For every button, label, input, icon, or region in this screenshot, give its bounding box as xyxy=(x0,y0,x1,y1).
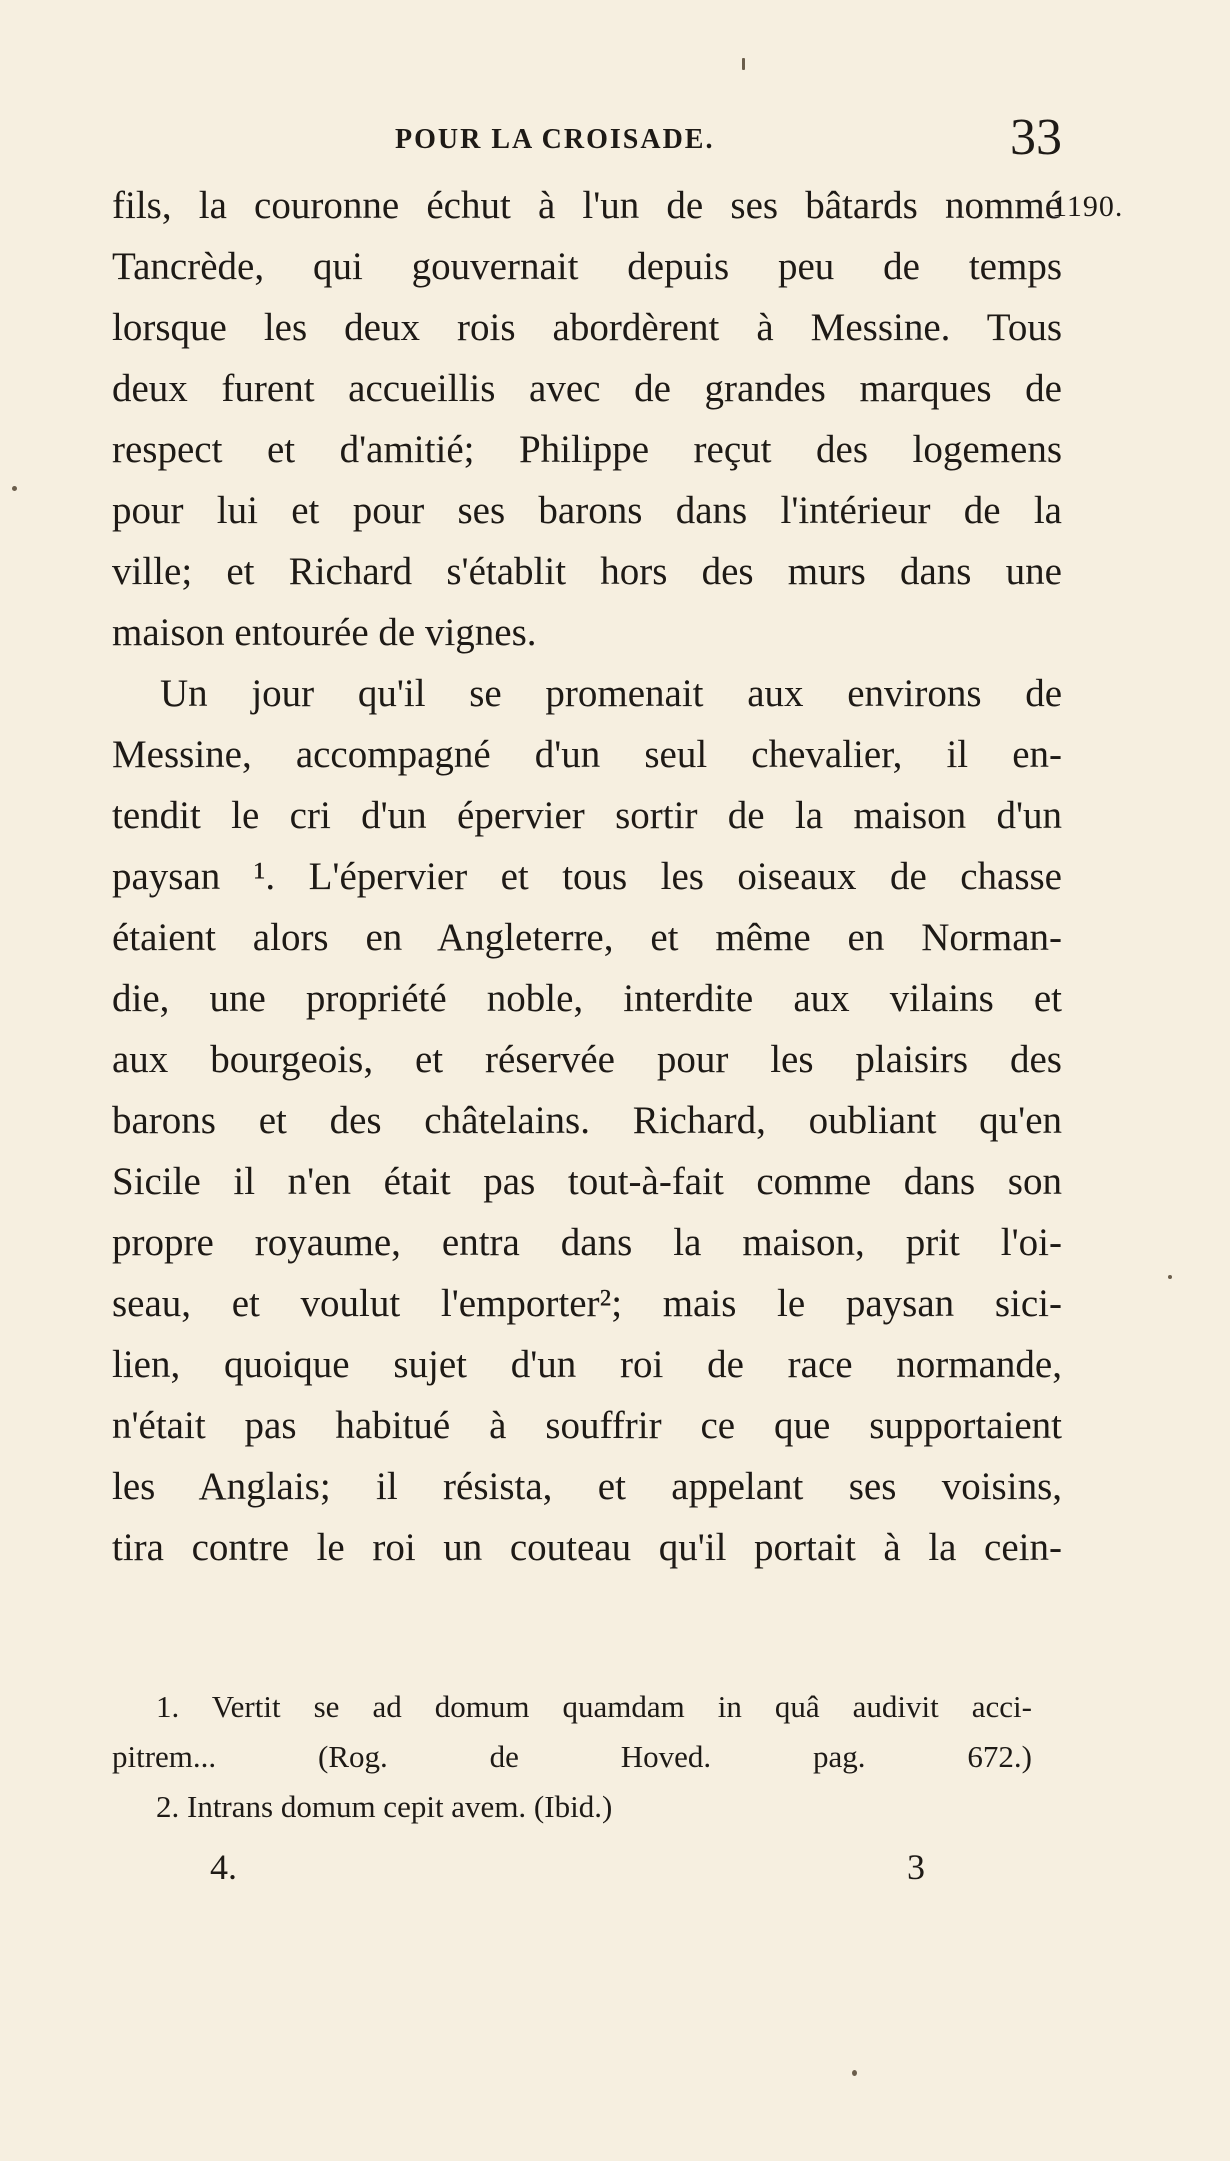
text-line: barons et des châtelains. Richard, oubliant qu'en xyxy=(112,1099,1062,1142)
text-line: Un jour qu'il se promenait aux environs de xyxy=(160,672,1062,715)
sheet-mark: 3 xyxy=(907,1847,925,1887)
text-line: propre royaume, entra dans la maison, prit l'oi- xyxy=(112,1221,1062,1264)
paper-speck xyxy=(742,58,745,70)
text-line: paysan ¹. L'épervier et tous les oiseaux de chasse xyxy=(112,855,1062,898)
footnote-line: 1. Vertit se ad domum quamdam in quâ audivit acci- xyxy=(156,1689,1032,1724)
page-header xyxy=(112,108,1062,178)
margin-date-note: 1190. xyxy=(1052,190,1124,223)
text-line: les Anglais; il résista, et appelant ses voisins, xyxy=(112,1465,1062,1508)
text-line: aux bourgeois, et réservée pour les plaisirs des xyxy=(112,1038,1062,1081)
text-line: tira contre le roi un couteau qu'il portait à la cein- xyxy=(112,1526,1062,1569)
text-line: seau, et voulut l'emporter²; mais le paysan sici- xyxy=(112,1282,1062,1325)
printer-signature xyxy=(112,1846,972,1906)
page-number: 33 xyxy=(1010,109,1062,166)
running-title: POUR LA CROISADE. xyxy=(395,124,715,155)
paper-speck xyxy=(1168,1275,1172,1279)
text-line: pour lui et pour ses barons dans l'intérieur de la xyxy=(112,489,1062,532)
paper-speck xyxy=(852,2070,857,2076)
footnotes xyxy=(112,1682,1032,1832)
text-line: tendit le cri d'un épervier sortir de la maison d'un xyxy=(112,794,1062,837)
text-line: Sicile il n'en était pas tout-à-fait comme dans son xyxy=(112,1160,1062,1203)
footnote-line: 2. Intrans domum cepit avem. (Ibid.) xyxy=(156,1789,613,1824)
footnote-line: pitrem... (Rog. de Hoved. pag. 672.) xyxy=(112,1739,1032,1774)
text-line: Messine, accompagné d'un seul chevalier, il en- xyxy=(112,733,1062,776)
text-line: fils, la couronne échut à l'un de ses bâtards nommé xyxy=(112,184,1062,227)
text-line: deux furent accueillis avec de grandes marques de xyxy=(112,367,1062,410)
volume-mark: 4. xyxy=(210,1847,237,1887)
text-line: étaient alors en Angleterre, et même en Norman- xyxy=(112,916,1062,959)
text-line: respect et d'amitié; Philippe reçut des logemens xyxy=(112,428,1062,471)
text-line: lien, quoique sujet d'un roi de race normande, xyxy=(112,1343,1062,1386)
text-line: ville; et Richard s'établit hors des murs dans une xyxy=(112,550,1062,593)
main-text xyxy=(112,175,1062,1578)
text-line: n'était pas habitué à souffrir ce que supportaient xyxy=(112,1404,1062,1447)
text-line: die, une propriété noble, interdite aux vilains et xyxy=(112,977,1062,1020)
text-line: lorsque les deux rois abordèrent à Messine. Tous xyxy=(112,306,1062,349)
text-line: Tancrède, qui gouvernait depuis peu de temps xyxy=(112,245,1062,288)
text-line: maison entourée de vignes. xyxy=(112,611,537,654)
paper-speck xyxy=(12,486,17,491)
